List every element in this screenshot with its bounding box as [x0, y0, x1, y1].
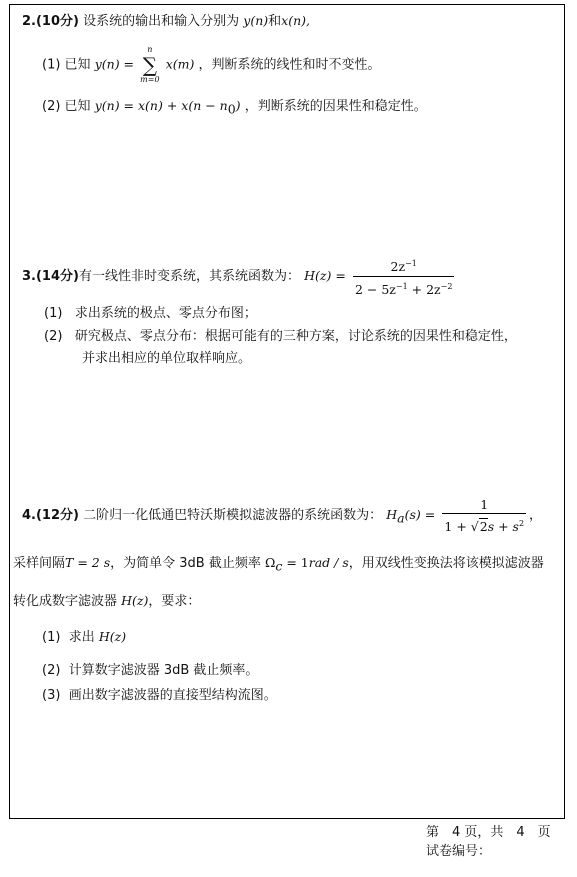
- q2-x: x(n),: [281, 13, 310, 28]
- q2-part1-label: (1) 已知: [42, 57, 91, 73]
- q3-number: 3.: [22, 269, 36, 284]
- q4-heading: [22, 495, 542, 539]
- q4-numerator: 1: [480, 496, 489, 512]
- q3-item-2-text: 研究极点、零点分布：根据可能有的三种方案，讨论系统的因果性和稳定性，: [74, 329, 517, 344]
- q4-omega-unit: rad / s: [308, 555, 349, 570]
- q4-den-sqrt: 2: [479, 519, 488, 535]
- q3-lhs: H(z) =: [304, 268, 346, 283]
- q4-omega-sub: c: [275, 558, 283, 574]
- q2-part2-sub: 0: [227, 101, 236, 117]
- sum-lower-limit: m=0: [140, 75, 160, 84]
- page-number: 第 4 页，共 4 页: [426, 825, 551, 840]
- q3-intro: 有一线性非时变系统，其系统函数为：: [78, 269, 300, 284]
- q2-part1: [42, 45, 381, 85]
- q2-part2-text: ，判断系统的因果性和稳定性。: [244, 99, 427, 114]
- sqrt-icon: √: [470, 519, 479, 535]
- q3-item-1: [44, 305, 257, 323]
- q2-and: 和: [268, 14, 282, 29]
- summation-symbol: [140, 45, 159, 85]
- q4-denominator: [442, 513, 526, 534]
- q4-intro: 二阶归一化低通巴特沃斯模拟滤波器的系统函数为：: [83, 508, 383, 523]
- q4-line-2: [13, 554, 544, 576]
- q4-line2-a: 采样间隔: [13, 556, 66, 571]
- q4-item-1-text: 求出: [68, 630, 95, 645]
- q3-item-2-label: (2): [44, 329, 63, 344]
- q3-den-exp2: −2: [440, 281, 453, 291]
- q4-number: 4.: [22, 508, 36, 523]
- q4-item-1: [42, 628, 126, 647]
- q4-line2-c: ，用双线性变换法将该模拟滤波器: [348, 556, 544, 571]
- q2-part1-term: x(m): [165, 56, 195, 72]
- q2-part2-formula-end: ): [235, 98, 241, 113]
- q4-line3-h: H(z): [121, 593, 149, 608]
- q2-number: 2.: [22, 14, 36, 29]
- q4-item-2-label: (2): [42, 663, 61, 678]
- q3-denominator: [353, 276, 454, 297]
- q4-item-2: [42, 662, 258, 680]
- q4-item-1-math: H(z): [98, 629, 127, 644]
- q2-intro: 设系统的输出和输入分别为: [83, 14, 240, 29]
- q4-item-3-text: 画出数字滤波器的直接型结构流图。: [68, 688, 277, 703]
- q4-points: (12分): [35, 508, 79, 523]
- q2-part2: [42, 97, 427, 119]
- q4-den-exp: 2: [518, 518, 525, 528]
- sigma-icon: ∑: [142, 53, 157, 77]
- q2-points: (10分): [35, 14, 79, 29]
- q3-heading: [22, 256, 457, 297]
- q2-heading: [22, 12, 310, 31]
- q4-lhs-arg: (s) =: [404, 507, 436, 522]
- sum-upper-limit: n: [147, 45, 153, 54]
- q2-part2-label: (2) 已知: [42, 99, 91, 114]
- q4-omega-eq: = 1: [282, 555, 309, 570]
- q4-line2-t: T = 2 s: [65, 555, 111, 570]
- q4-den-a: 1 +: [444, 519, 471, 535]
- q3-numerator: [353, 256, 454, 275]
- q4-item-3-label: (3): [42, 688, 61, 703]
- q3-item-2-continued: 并求出相应的单位取样响应。: [82, 351, 252, 366]
- q4-item-2-text: 计算数字滤波器 3dB 截止频率。: [68, 663, 259, 678]
- q4-lhs-sub: a: [397, 510, 405, 526]
- q3-item-2: [44, 328, 517, 346]
- q3-num-text: 2z: [390, 259, 406, 275]
- q4-line3-b: ，要求：: [148, 594, 201, 609]
- exam-id-label: 试卷编号：: [426, 844, 492, 859]
- q3-num-exp: −1: [405, 259, 417, 269]
- q4-trail: ，: [529, 508, 543, 523]
- q3-den-exp1: −1: [395, 281, 408, 291]
- q2-y: y(n): [243, 13, 269, 28]
- q4-line3-a: 转化成数字滤波器: [13, 594, 118, 609]
- q3-transfer-fraction: [353, 256, 454, 296]
- q3-points: (14分): [35, 269, 79, 284]
- q4-lhs-h: H: [386, 507, 398, 522]
- q2-part2-formula: y(n) = x(n) + x(n − n: [94, 98, 228, 113]
- q2-part1-lhs: y(n) =: [94, 56, 135, 72]
- q3-item-1-label: (1): [44, 306, 63, 321]
- q2-part1-text: ，判断系统的线性和时不变性。: [198, 57, 381, 73]
- q4-line-3: [13, 592, 200, 611]
- q4-den-b: s + s: [487, 519, 519, 535]
- q4-item-3: [42, 687, 277, 705]
- q4-omega: Ω: [264, 555, 276, 570]
- q4-item-1-label: (1): [42, 630, 61, 645]
- q4-line2-b: ，为简单令 3dB 截止频率: [110, 556, 261, 571]
- q3-item-1-text: 求出系统的极点、零点分布图；: [74, 306, 257, 321]
- q3-den-a: 2 − 5z: [354, 281, 396, 297]
- q4-transfer-fraction: [442, 497, 526, 534]
- q3-den-b: + 2z: [407, 281, 441, 297]
